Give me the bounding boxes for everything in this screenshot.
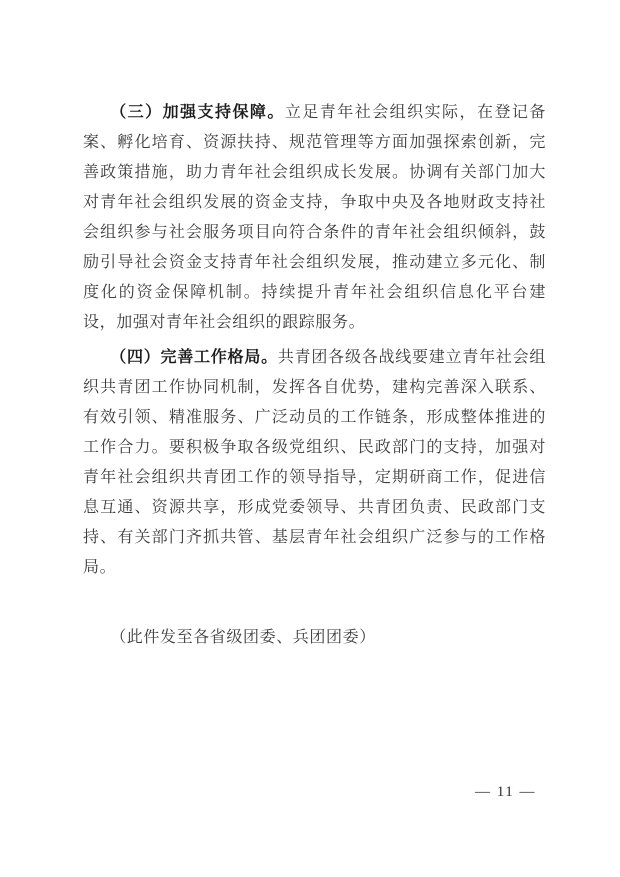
document-body <box>83 98 546 653</box>
paragraph-section-3-text: 立足青年社会组织实际，在登记备案、孵化培育、资源扶持、规范管理等方面加强探索创新，完善政策措施，助力青年社会组织成长发展。协调有关部门加大对青年社会组织发展的资金支持，争取中央及各地财政支持社会组织参与社会服务项目向符合条件的青年社会组织倾斜，鼓励引导社会资金支持青年社会组织发展，推动建立多元化、制度化的资金保障机制。持续提升青年社会组织信息化平台建设，加强对青年社会组织的跟踪服务。 <box>83 104 546 331</box>
paragraph-section-4-heading: （四）完善工作格局。 <box>110 349 278 366</box>
paragraph-section-3-heading: （三）加强支持保障。 <box>110 104 285 121</box>
paragraph-section-4-text: 共青团各级各战线要建立青年社会组织共青团工作协同机制，发挥各自优势，建构完善深入联系、有效引领、精准服务、广泛动员的工作链条，形成整体推进的工作合力。要积极争取各级党组织、民政部门的支持，加强对青年社会组织共青团工作的领导指导，定期研商工作，促进信息互通、资源共享，形成党委领导、共青团负责、民政部门支持、有关部门齐抓共管、基层青年社会组织广泛参与的工作格局。 <box>83 349 546 576</box>
paragraph-section-3 <box>83 98 546 338</box>
distribution-note: （此件发至各省级团委、兵团团委） <box>110 629 376 646</box>
paragraph-section-4 <box>83 343 546 583</box>
page-number: — 11 — <box>475 784 536 800</box>
